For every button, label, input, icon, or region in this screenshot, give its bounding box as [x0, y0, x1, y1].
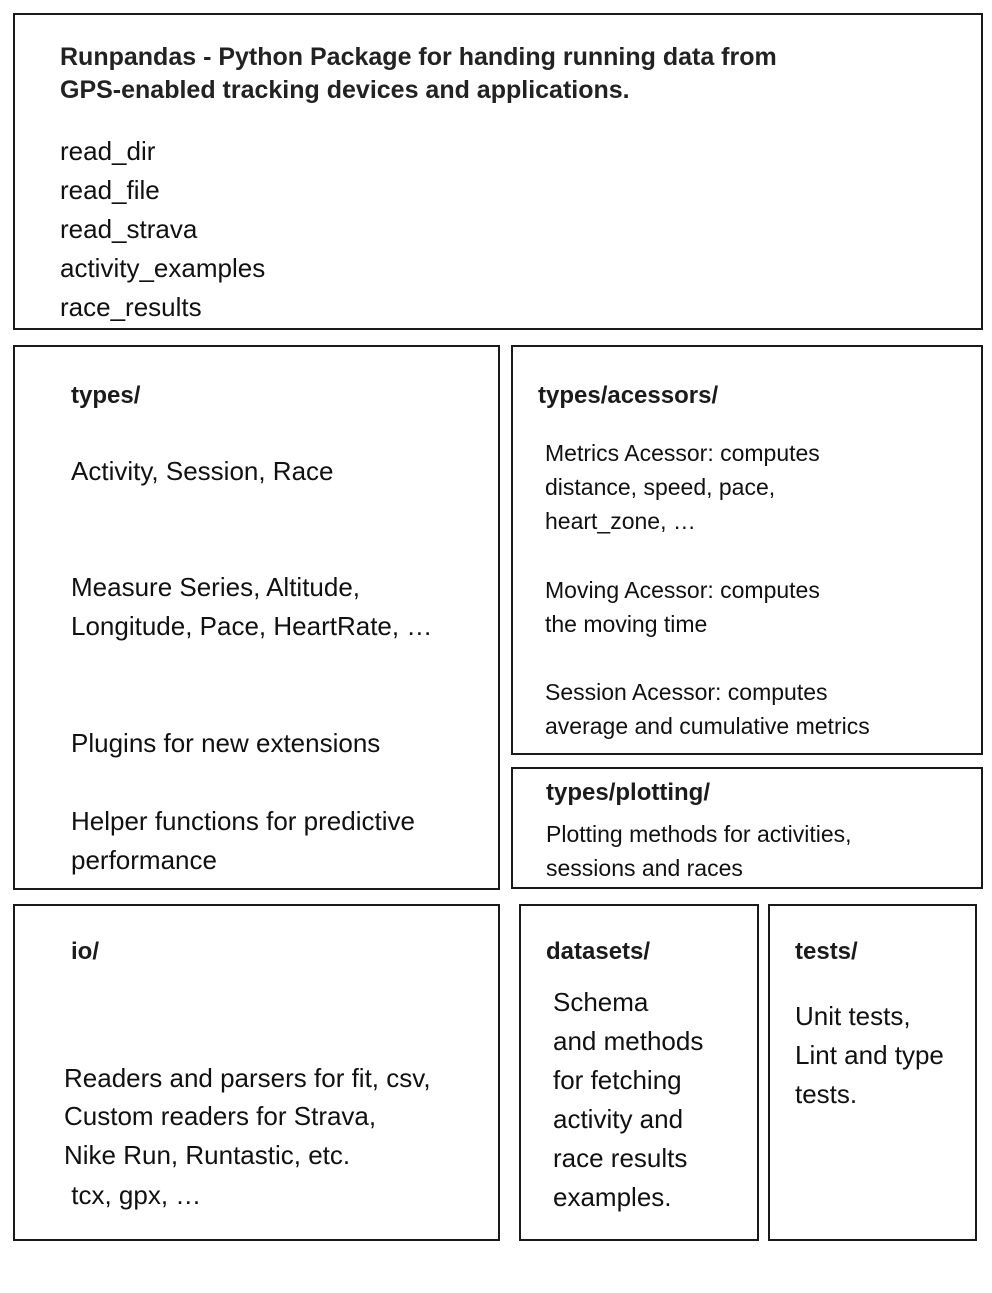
metrics-accessor-line1: Metrics Acessor: computes	[545, 440, 820, 466]
io-box	[13, 904, 500, 1241]
types-box	[13, 345, 500, 890]
types-measure-series	[71, 568, 432, 646]
tests-description	[795, 997, 944, 1114]
metrics-accessor-line3: heart_zone, …	[545, 508, 696, 534]
types-core-classes: Activity, Session, Race	[71, 456, 334, 486]
types-title: types/	[71, 382, 141, 409]
function-read-strava: read_strava	[60, 214, 198, 244]
plotting-line1: Plotting methods for activities,	[546, 821, 852, 847]
plotting-title: types/plotting/	[546, 779, 710, 806]
package-separator: -	[196, 43, 219, 71]
tests-line: Lint and type	[795, 1040, 944, 1070]
function-read-file: read_file	[60, 175, 160, 205]
package-header-line1	[60, 41, 777, 74]
moving-accessor	[545, 573, 820, 641]
datasets-box	[519, 904, 759, 1241]
types-measure-series-line2: Longitude, Pace, HeartRate, …	[71, 611, 433, 641]
plotting-box	[511, 767, 983, 889]
tests-box	[768, 904, 977, 1241]
io-readers-line1: Readers and parsers for fit, csv,	[64, 1063, 431, 1093]
function-read-dir: read_dir	[60, 136, 156, 166]
datasets-line: Schema	[553, 987, 649, 1017]
plotting-description	[546, 817, 852, 885]
plotting-line2: sessions and races	[546, 855, 743, 881]
metrics-accessor	[545, 436, 820, 538]
datasets-title: datasets/	[546, 938, 651, 965]
datasets-line: examples.	[553, 1182, 672, 1212]
session-accessor	[545, 675, 870, 743]
datasets-line: race results	[553, 1143, 688, 1173]
io-title: io/	[71, 938, 99, 965]
moving-accessor-line1: Moving Acessor: computes	[545, 577, 820, 603]
types-helper-line1: Helper functions for predictive	[71, 806, 415, 836]
function-race-results: race_results	[60, 292, 202, 322]
moving-accessor-line2: the moving time	[545, 611, 708, 637]
datasets-line: and methods	[553, 1026, 704, 1056]
package-name: Runpandas	[60, 43, 197, 71]
types-plugins: Plugins for new extensions	[71, 728, 381, 758]
io-custom-line1: Custom readers for Strava,	[64, 1101, 377, 1131]
io-readers-line2: tcx, gpx, …	[64, 1180, 202, 1210]
io-custom-line2: Nike Run, Runtastic, etc.	[64, 1140, 351, 1170]
tests-line: tests.	[795, 1079, 858, 1109]
types-measure-series-line1: Measure Series, Altitude,	[71, 572, 361, 602]
function-activity-examples: activity_examples	[60, 253, 266, 283]
accessors-box	[511, 345, 983, 755]
types-helper-functions	[71, 802, 415, 880]
datasets-line: for fetching	[553, 1065, 682, 1095]
session-accessor-line1: Session Acessor: computes	[545, 679, 828, 705]
datasets-description	[553, 983, 703, 1217]
types-helper-line2: performance	[71, 845, 217, 875]
io-custom-readers	[64, 1097, 376, 1175]
metrics-accessor-line2: distance, speed, pace,	[545, 474, 776, 500]
datasets-line: activity and	[553, 1104, 684, 1134]
session-accessor-line2: average and cumulative metrics	[545, 713, 870, 739]
package-tagline-line1: Python Package for handing running data from	[218, 43, 777, 71]
package-tagline-line2: GPS-enabled tracking devices and applications.	[60, 76, 630, 104]
tests-title: tests/	[795, 938, 858, 965]
tests-line: Unit tests,	[795, 1001, 911, 1031]
accessors-title: types/acessors/	[538, 382, 719, 409]
main-package-box	[13, 13, 983, 330]
